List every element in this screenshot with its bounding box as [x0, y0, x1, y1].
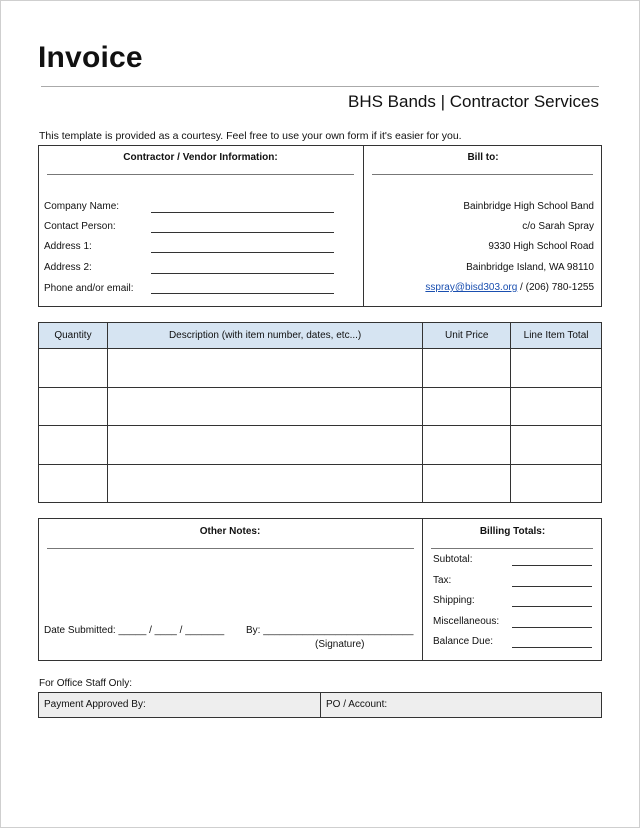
line-total-cell[interactable]: [511, 426, 602, 465]
notes-heading-rule: [47, 548, 414, 549]
notes-totals-divider: [422, 518, 423, 661]
unit-price-cell[interactable]: [423, 464, 511, 503]
vendor-heading-rule: [47, 174, 354, 175]
date-submitted-label: Date Submitted: _____ / ____ / _______: [44, 625, 225, 636]
billto-line: c/o Sarah Spray: [522, 221, 594, 232]
office-heading: For Office Staff Only:: [39, 678, 132, 689]
notes-heading: Other Notes:: [199, 526, 261, 537]
signature-caption: (Signature): [315, 639, 365, 650]
totals-label: Subtotal:: [433, 554, 473, 565]
billing-totals-heading: Billing Totals:: [479, 526, 546, 537]
notes-area[interactable]: [47, 553, 414, 613]
quantity-cell[interactable]: [39, 349, 108, 388]
description-cell[interactable]: [107, 464, 422, 503]
totals-label: Balance Due:: [433, 636, 494, 647]
quantity-cell[interactable]: [39, 426, 108, 465]
billto-contact: [425, 282, 594, 293]
totals-label: Tax:: [433, 575, 452, 586]
quantity-cell[interactable]: [39, 464, 108, 503]
description-cell[interactable]: [107, 426, 422, 465]
vendor-field-label: Company Name:: [44, 201, 120, 212]
table-row: [39, 426, 602, 465]
address2-field[interactable]: [151, 273, 334, 274]
line-items-table: [38, 322, 602, 503]
billto-email-link[interactable]: sspray@bisd303.org: [425, 282, 518, 293]
vendor-heading: Contractor / Vendor Information:: [123, 152, 278, 163]
table-row: [39, 464, 602, 503]
column-header: Description (with item number, dates, etc...): [107, 323, 422, 349]
company-name-field[interactable]: [151, 212, 334, 213]
line-total-cell[interactable]: [511, 349, 602, 388]
quantity-cell[interactable]: [39, 387, 108, 426]
address1-field[interactable]: [151, 252, 334, 253]
unit-price-cell[interactable]: [423, 349, 511, 388]
title-divider: [41, 86, 599, 87]
vendor-field-label: Address 2:: [44, 262, 92, 273]
subtotal-field[interactable]: [512, 565, 592, 566]
po-account-label: PO / Account:: [326, 699, 388, 710]
payment-approved-label: Payment Approved By:: [44, 699, 146, 710]
page-subtitle: BHS Bands | Contractor Services: [347, 92, 599, 111]
description-cell[interactable]: [107, 349, 422, 388]
unit-price-cell[interactable]: [423, 426, 511, 465]
contact-person-field[interactable]: [151, 232, 334, 233]
vendor-billto-divider: [363, 145, 364, 307]
billto-line: 9330 High School Road: [488, 241, 594, 252]
tax-field[interactable]: [512, 586, 592, 587]
column-header: Line Item Total: [511, 323, 602, 349]
column-header: Unit Price: [423, 323, 511, 349]
miscellaneous-field[interactable]: [512, 627, 592, 628]
line-total-cell[interactable]: [511, 387, 602, 426]
billto-heading-rule: [372, 174, 593, 175]
vendor-field-label: Address 1:: [44, 241, 92, 252]
signature-by-label: By: ___________________________: [246, 625, 414, 636]
unit-price-cell[interactable]: [423, 387, 511, 426]
billing-totals-rule: [431, 548, 593, 549]
billto-line: Bainbridge Island, WA 98110: [466, 262, 594, 273]
column-header: Quantity: [39, 323, 108, 349]
description-cell[interactable]: [107, 387, 422, 426]
page-title: Invoice: [38, 41, 143, 74]
table-header-row: [39, 323, 602, 349]
billto-phone: / (206) 780-1255: [517, 282, 594, 293]
billto-line: Bainbridge High School Band: [463, 201, 594, 212]
vendor-field-label: Phone and/or email:: [44, 283, 134, 294]
po-account-cell[interactable]: [320, 692, 602, 718]
payment-approved-cell[interactable]: [38, 692, 321, 718]
line-total-cell[interactable]: [511, 464, 602, 503]
balance-due-field[interactable]: [512, 647, 592, 648]
totals-label: Miscellaneous:: [433, 616, 500, 627]
totals-label: Shipping:: [433, 595, 475, 606]
courtesy-note: This template is provided as a courtesy. Feel free to use your own form if it's easier for you.: [39, 130, 462, 142]
vendor-field-label: Contact Person:: [44, 221, 116, 232]
table-row: [39, 387, 602, 426]
phone-email-field[interactable]: [151, 293, 334, 294]
shipping-field[interactable]: [512, 606, 592, 607]
table-row: [39, 349, 602, 388]
billto-heading: Bill to:: [467, 152, 499, 163]
